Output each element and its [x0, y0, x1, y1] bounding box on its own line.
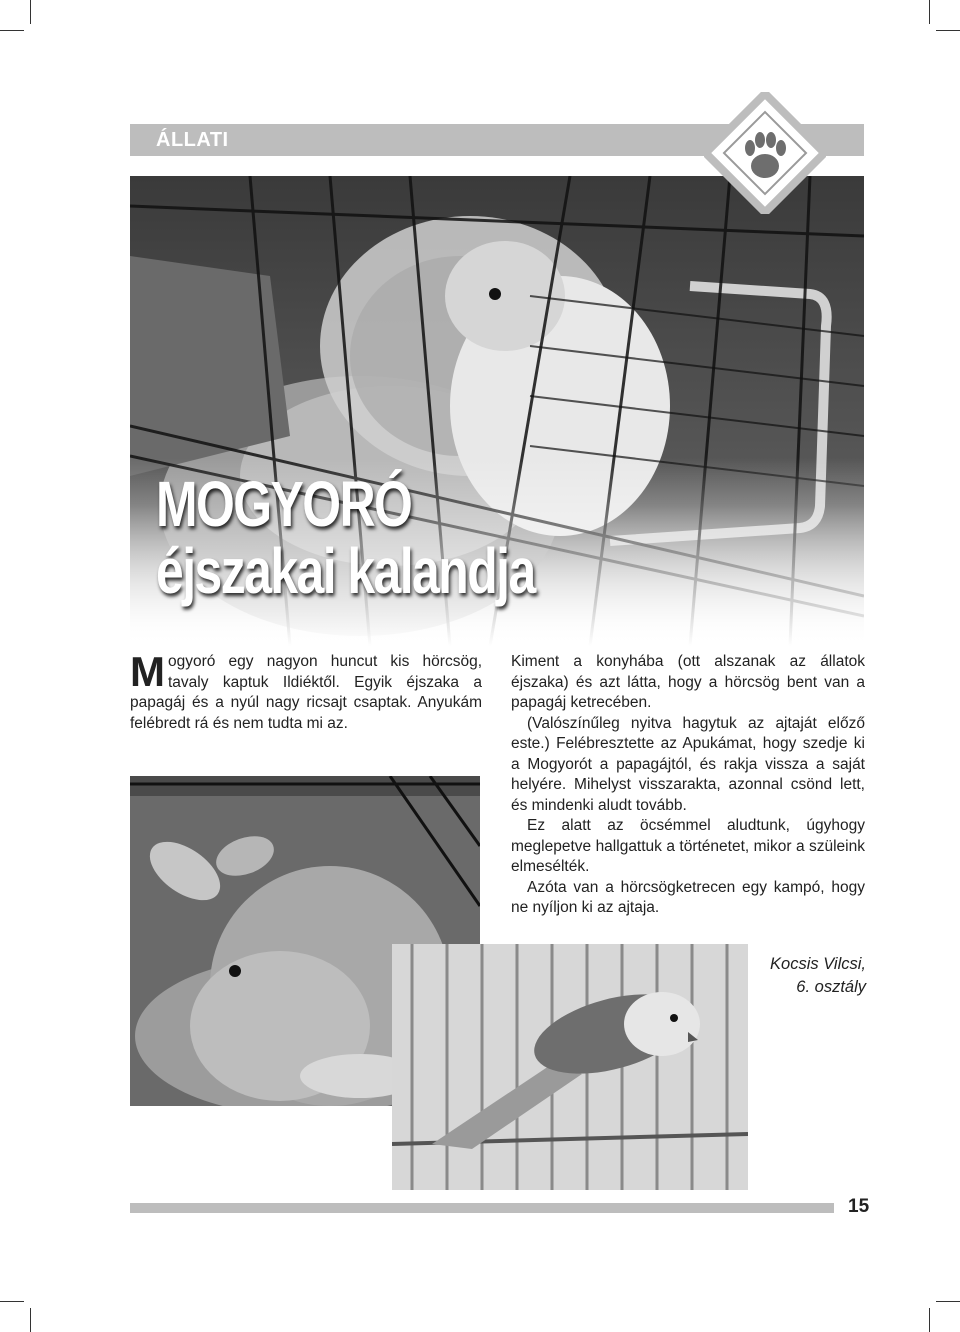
- body-column: [511, 652, 865, 919]
- page-number: 15: [848, 1196, 870, 1217]
- author-grade: 6. osztály: [796, 978, 866, 996]
- intro-column: [130, 648, 482, 734]
- article-title: [156, 468, 641, 607]
- author-signature: [700, 953, 866, 999]
- intro-text: ogyoró egy nagyon huncut kis hörcsög, tavaly kaptuk Ildiéktől. Egyik éjszaka a papagáj és a nyúl nagy ricsajt csaptak. Anyukám felébredt rá és nem tudta mi az.: [130, 653, 482, 732]
- author-name: Kocsis Vilcsi,: [770, 955, 866, 973]
- crop-mark: [30, 1308, 31, 1332]
- body-paragraph: Kiment a konyhába (ott alszanak az állatok éjszaka) és azt látta, hogy a hörcsög bent van a papagáj ketrecében.: [511, 653, 865, 711]
- crop-mark: [936, 30, 960, 31]
- crop-mark: [0, 30, 24, 31]
- section-label: ÁLLATI: [156, 129, 229, 151]
- budgie-photo: [392, 944, 748, 1190]
- title-line-1: MOGYORÓ: [156, 468, 412, 540]
- title-line-2: éjszakai kalandja: [156, 535, 535, 607]
- crop-mark: [936, 1301, 960, 1302]
- body-paragraph: Azóta van a hörcsögketrecen egy kampó, hogy ne nyíljon ki az ajtaja.: [511, 878, 865, 916]
- body-paragraph: (Valószínűleg nyitva hagytuk az ajtaját előző este.) Felébresztette az Apukámat, hogy szedje ki a Mogyorót a papagájtól, és rakja vissza a saját helyére. Mihelyst visszarakta, azonnal csönd lett, és mindenki aludt tovább.: [511, 714, 865, 814]
- crop-mark: [0, 1301, 24, 1302]
- intro-paragraph: [130, 648, 482, 734]
- body-paragraph: Ez alatt az öcsémmel aludtunk, úgyhogy meglepetve hallgattuk a történetet, mikor a szüleink elmesélték.: [511, 817, 865, 875]
- crop-mark: [929, 1308, 930, 1332]
- footer-bar: [130, 1203, 834, 1213]
- paw-icon: [704, 92, 826, 214]
- crop-mark: [30, 0, 31, 24]
- dropcap: M: [130, 648, 165, 695]
- crop-mark: [929, 0, 930, 24]
